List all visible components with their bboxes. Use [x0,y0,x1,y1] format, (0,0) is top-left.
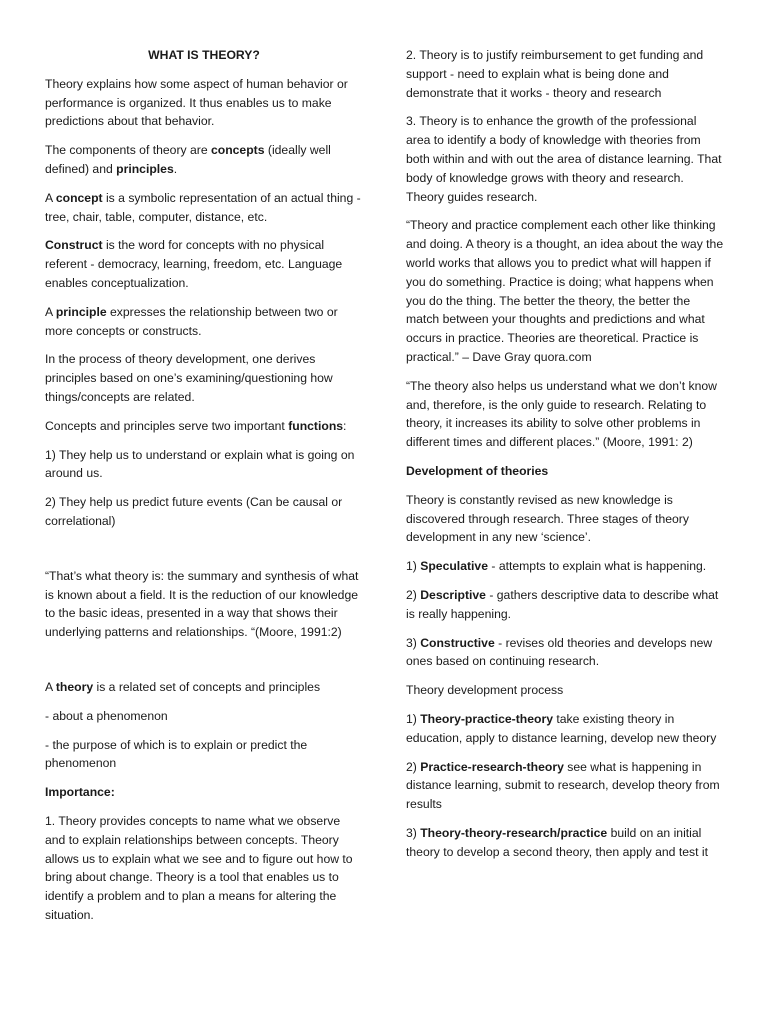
importance-item-3: 3. Theory is to enhance the growth of the professional area to identify a body of knowledge with theories from both within and with out the area of distance learning. That body of knowledge grows with theory and research. Theory guides research. [406,114,722,204]
process-heading: Theory development process [406,683,564,698]
function-item-2: 2) They help us predict future events (Can be causal or correlational) [45,495,343,528]
development-heading: Development of theories [406,463,549,478]
paragraph-revised: Theory is constantly revised as new knowledge is discovered through research. Three stages of theory development in any new ‘science’. [406,492,689,545]
paragraph-principle: A principle expresses the relationship between two or more concepts or constructs. [45,304,338,338]
process-item-2: 2) Practice-research-theory see what is happening in distance learning, submit to research, develop theory from results [406,759,720,812]
stage-speculative: 1) Speculative - attempts to explain what is happening. [406,559,707,574]
document-title: WHAT IS THEORY? [148,48,260,62]
importance-item-1: 1. Theory provides concepts to name what we observe and to explain relationships between concepts. Theory allows us to explain what we see and to figure out how to bring about change. Theory is a tool that enables us to identify a problem and to plan a means for altering the situation. [45,813,353,922]
paragraph-theory-explains: Theory explains how some aspect of human behavior or performance is organized. It thus enables us to make predictions about that behavior. [45,76,348,129]
quote-moore-1: “That’s what theory is: the summary and synthesis of what is known about a field. It is the reduction of our knowledge to the basic ideas, presented in a way that shows their underlying patterns and relationships. “(Moore, 1991:2) [45,568,359,640]
quote-dave-gray: “Theory and practice complement each other like thinking and doing. A theory is a thought, an idea about the way the world works that allows you to predict what will happen if you do something. Practice is doing; what happens when you do the thing. The better the theory, the better the match between your thoughts and predictions and what occurs in practice. Theories are theoretical. Practice is practical.” – Dave Gray quora.com [406,218,724,364]
stage-constructive: 3) Constructive - revises old theories and develops new ones based on continuing research. [406,635,713,669]
paragraph-concept: A concept is a symbolic representation of an actual thing - tree, chair, table, computer, distance, etc. [45,190,361,224]
right-column [406,46,724,871]
importance-heading: Importance: [45,785,115,800]
definition-item-phenomenon: - about a phenomenon [45,708,168,723]
function-item-1: 1) They help us to understand or explain what is going on around us. [45,447,355,481]
paragraph-theory-development: In the process of theory development, one derives principles based on one’s examining/questioning how things/concepts are related. [45,352,333,404]
process-item-1: 1) Theory-practice-theory take existing theory in education, apply to distance learning, develop new theory [406,711,717,745]
importance-item-2: 2. Theory is to justify reimbursement to get funding and support - need to explain what is being done and demonstrate that it works - theory and research [406,48,704,100]
definition-item-purpose: - the purpose of which is to explain or predict the phenomenon [45,737,308,771]
left-column [45,46,363,935]
paragraph-theory-definition: A theory is a related set of concepts and principles [45,679,321,694]
stage-descriptive: 2) Descriptive - gathers descriptive data to describe what is really happening. [406,587,719,621]
quote-moore-2: “The theory also helps us understand what we don’t know and, therefore, is the only guide to research. Relating to theory, it increases its ability to solve other problems in different times and different places.” (Moore, 1991: 2) [406,378,717,450]
paragraph-construct: Construct is the word for concepts with no physical referent - democracy, learning, freedom, etc. Language enables conceptualization. [45,238,343,290]
paragraph-functions: Concepts and principles serve two important functions: [45,418,347,433]
process-item-3: 3) Theory-theory-research/practice build on an initial theory to develop a second theory, then apply and test it [406,825,708,859]
paragraph-components: The components of theory are concepts (ideally well defined) and principles. [45,143,331,176]
